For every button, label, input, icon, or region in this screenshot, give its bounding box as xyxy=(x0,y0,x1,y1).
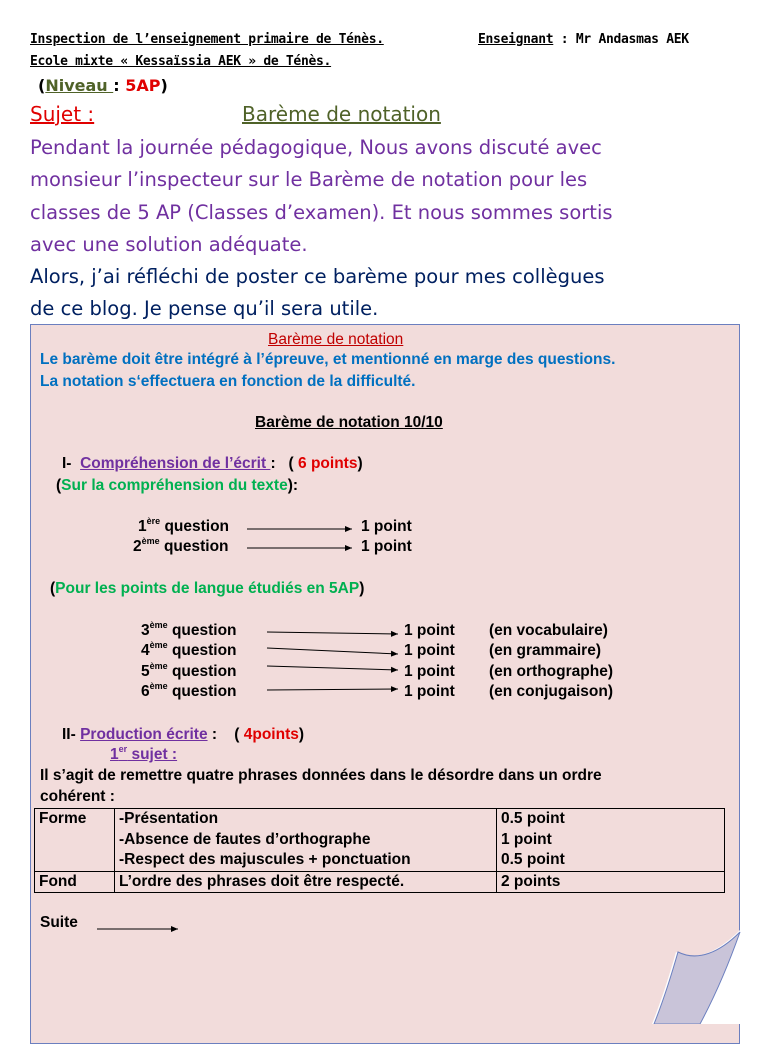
table-cell-points xyxy=(497,871,725,893)
section-2-close: ) xyxy=(298,726,305,743)
intro-line-5: Alors, j’ai réfléchi de poster ce barème pour mes collègues xyxy=(30,265,605,288)
question-6-points: 1 point xyxy=(404,683,455,700)
table-points: 0.5 point xyxy=(501,810,565,827)
table-item: -Présentation xyxy=(119,810,219,827)
table-row xyxy=(35,871,725,893)
table-row xyxy=(35,809,725,872)
section-2-sub-sup: er xyxy=(118,744,128,754)
level-open: ( xyxy=(38,76,46,95)
arrow-icon xyxy=(267,689,398,690)
question-4-text: question xyxy=(167,642,237,659)
scale-title-text: Barème de notation 10/10 xyxy=(255,414,443,431)
instruction-line-1: Il s’agit de remettre quatre phrases données dans le désordre dans un ordre xyxy=(40,767,602,784)
question-3-domain: (en vocabulaire) xyxy=(489,622,608,639)
section-1-close: ) xyxy=(357,455,363,472)
table-cell-points xyxy=(497,809,725,872)
section-1-sub-close: ): xyxy=(287,477,299,494)
question-1-num: 1 xyxy=(138,518,147,535)
arrow-icon xyxy=(267,632,398,634)
question-1-text: question xyxy=(160,518,230,535)
langue-close: ) xyxy=(359,580,365,597)
box-title-text: Barème de notation xyxy=(268,331,404,348)
table-item: L’ordre des phrases doit être respecté. xyxy=(119,872,405,890)
school-text: Ecole mixte « Kessaïssia AEK » de Ténès. xyxy=(30,54,332,69)
subject-title: Barème de notation xyxy=(242,102,441,126)
section-2-sub-num: 1 xyxy=(110,746,119,763)
box-note-2: La notation s‘effectuera en fonction de la difficulté. xyxy=(40,373,416,390)
section-1-sub-open: ( xyxy=(56,477,62,494)
langue-open: ( xyxy=(50,580,56,597)
subject-label: Sujet : xyxy=(30,102,95,126)
question-6-domain: (en conjugaison) xyxy=(489,683,613,700)
question-5-domain: (en orthographe) xyxy=(489,663,613,680)
level-label: Niveau xyxy=(45,76,114,95)
intro-line-2: monsieur l’inspecteur sur le Barème de notation pour les xyxy=(30,168,588,191)
question-4-num: 4 xyxy=(141,642,150,659)
teacher-label: Enseignant xyxy=(478,32,554,47)
intro-line-3: classes de 5 AP (Classes d’examen). Et nous sommes sortis xyxy=(30,201,613,224)
question-6-text: question xyxy=(167,683,237,700)
question-3-points: 1 point xyxy=(404,622,455,639)
question-1-points: 1 point xyxy=(361,518,412,535)
question-5-num: 5 xyxy=(141,663,150,680)
question-3-text: question xyxy=(167,622,237,639)
section-2-heading xyxy=(62,726,304,744)
level-value: 5AP xyxy=(125,76,161,95)
table-points: 1 point xyxy=(501,830,552,848)
question-2-sup: ème xyxy=(141,536,160,546)
question-2-text: question xyxy=(159,538,229,555)
section-1-colon: : xyxy=(270,455,276,472)
question-5-text: question xyxy=(167,663,237,680)
question-2-num: 2 xyxy=(133,538,142,555)
section-1-num: I- xyxy=(62,455,72,472)
table-points: 0.5 point xyxy=(501,851,565,868)
question-5-points: 1 point xyxy=(404,663,455,680)
section-2-colon: : xyxy=(207,726,218,743)
question-3-num: 3 xyxy=(141,622,150,639)
section-2-sub xyxy=(110,746,177,764)
section-2-sub-label: sujet : xyxy=(127,746,178,763)
intro-line-1: Pendant la journée pédagogique, Nous avons discuté avec xyxy=(30,136,602,159)
table-points: 2 points xyxy=(501,872,561,890)
question-5-sup: ème xyxy=(149,661,168,671)
section-2-num: II- xyxy=(62,726,76,743)
level-sep: : xyxy=(113,76,126,95)
teacher-name: Mr Andasmas AEK xyxy=(575,32,689,47)
inspection-text: Inspection de l’enseignement primaire de Ténès. xyxy=(30,32,384,47)
box-note-1: Le barème doit être intégré à l’épreuve, et mentionné en marge des questions. xyxy=(40,351,616,368)
section-1-points: 6 points xyxy=(293,455,358,472)
level-close: ) xyxy=(160,76,168,95)
table-cell-criterion: Fond xyxy=(35,871,115,893)
question-2-points: 1 point xyxy=(361,538,412,555)
intro-line-6: de ce blog. Je pense qu’il sera utile. xyxy=(30,297,379,320)
table-cell-criterion: Forme xyxy=(35,809,115,872)
arrow-icon xyxy=(267,648,398,654)
table-cell-items xyxy=(115,871,497,893)
intro-line-4: avec une solution adéquate. xyxy=(30,233,308,256)
question-6-num: 6 xyxy=(141,683,150,700)
table-item: -Absence de fautes d’orthographe xyxy=(119,830,371,848)
question-1-sup: ère xyxy=(146,516,161,526)
criteria-table xyxy=(34,808,725,893)
question-4-sup: ème xyxy=(149,640,168,650)
question-4-points: 1 point xyxy=(404,642,455,659)
section-1-name: Compréhension de l’écrit xyxy=(80,455,271,472)
section-2-points: 4points xyxy=(239,726,299,743)
table-cell-items xyxy=(115,809,497,872)
table-item: -Respect des majuscules + ponctuation xyxy=(119,851,411,868)
question-3-sup: ème xyxy=(149,620,168,630)
section-1-open: ( xyxy=(288,455,294,472)
section-2-open: ( xyxy=(234,726,240,743)
question-6-sup: ème xyxy=(149,681,168,691)
instruction-line-2: cohérent : xyxy=(40,788,115,805)
question-4-domain: (en grammaire) xyxy=(489,642,601,659)
teacher-sep: : xyxy=(553,32,576,47)
section-1-sub-text: Sur la compréhension du texte xyxy=(61,477,288,494)
suite-label: Suite xyxy=(40,914,78,931)
langue-text: Pour les points de langue étudiés en 5AP xyxy=(55,580,360,597)
section-2-name: Production écrite xyxy=(80,726,208,743)
arrow-icon xyxy=(267,666,398,670)
